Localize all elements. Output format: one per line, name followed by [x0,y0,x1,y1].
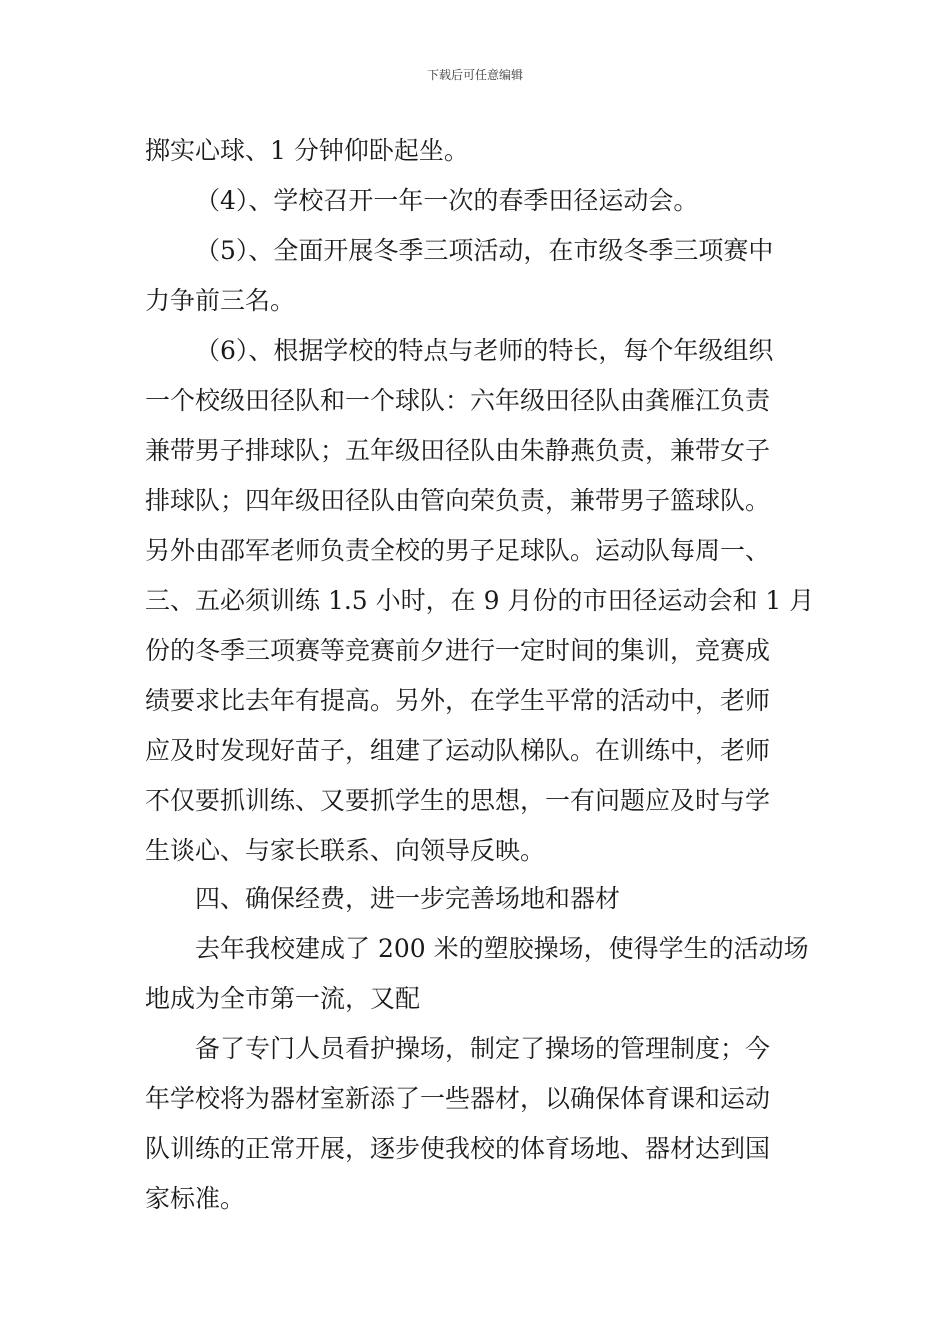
body-line: 排球队；四年级田径队由管向荣负责，兼带男子篮球队。 [145,486,771,515]
body-line: 队训练的正常开展，逐步使我校的体育场地、器材达到国 [145,1134,771,1163]
body-line: 备了专门人员看护操场，制定了操场的管理制度；今 [195,1034,771,1063]
body-line: （6）、根据学校的特点与老师的特长，每个年级组织 [195,336,774,365]
page-header-note: 下载后可任意编辑 [426,68,523,82]
body-line: 地成为全市第一流，又配 [145,984,421,1013]
body-line: 生谈心、与家长联系、向领导反映。 [145,836,546,865]
body-line: 另外由邵军老师负责全校的男子足球队。运动队每周一、 [145,536,771,565]
body-line: 应及时发现好苗子，组建了运动队梯队。在训练中，老师 [145,736,771,765]
body-line: 力争前三名。 [145,286,296,315]
body-line: 去年我校建成了 200 米的塑胶操场，使得学生的活动场 [195,934,809,963]
body-line: 三、五必须训练 1.5 小时，在 9 月份的市田径运动会和 1 月 [145,586,815,615]
body-line: 年学校将为器材室新添了一些器材，以确保体育课和运动 [145,1084,771,1113]
body-line: 不仅要抓训练、又要抓学生的思想，一有问题应及时与学 [145,786,771,815]
body-line: 兼带男子排球队；五年级田径队由朱静燕负责，兼带女子 [145,436,771,465]
body-line: 掷实心球、1 分钟仰卧起坐。 [145,136,469,165]
body-line: （4）、学校召开一年一次的春季田径运动会。 [195,186,699,215]
body-line: 份的冬季三项赛等竞赛前夕进行一定时间的集训，竞赛成 [145,636,771,665]
body-line: 家标准。 [145,1184,246,1213]
body-line: 一个校级田径队和一个球队：六年级田径队由龚雁江负责 [145,386,771,415]
body-line: 绩要求比去年有提高。另外，在学生平常的活动中，老师 [145,686,771,715]
section-heading: 四、确保经费，进一步完善场地和器材 [195,884,621,913]
body-line: （5）、全面开展冬季三项活动，在市级冬季三项赛中 [195,236,774,265]
